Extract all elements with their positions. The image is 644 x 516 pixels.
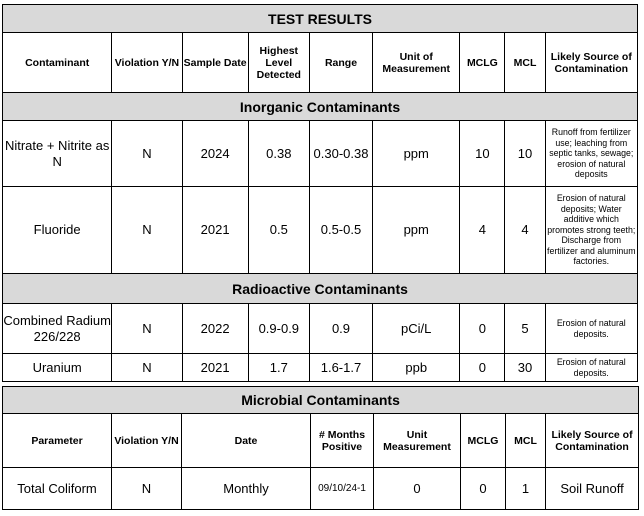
header-range: Range <box>309 33 372 93</box>
table-title: TEST RESULTS <box>3 5 638 33</box>
header-likely-source: Likely Source of Contamination <box>546 414 639 468</box>
table-row <box>3 354 638 382</box>
section-microbial: Microbial Contaminants <box>3 387 639 414</box>
unit-value: 0 <box>374 468 461 510</box>
contaminant-name: Nitrate + Nitrite as N <box>3 121 112 187</box>
violation-value: N <box>112 187 182 274</box>
contaminant-name: Combined Radium 226/228 <box>3 304 112 354</box>
violation-value: N <box>112 121 182 187</box>
header-months-positive: # Months Positive <box>311 414 374 468</box>
highest-level-value: 1.7 <box>248 354 309 382</box>
section-radioactive: Radioactive Contaminants <box>3 274 638 304</box>
mclg-value: 0 <box>460 304 505 354</box>
header-mclg: MCLG <box>460 33 505 93</box>
microbial-table <box>2 386 639 510</box>
unit-value: ppm <box>373 187 460 274</box>
header-unit: Unit Measurement <box>374 414 461 468</box>
sample-date-value: 2021 <box>182 187 248 274</box>
mclg-value: 10 <box>460 121 505 187</box>
header-parameter: Parameter <box>3 414 112 468</box>
unit-value: ppm <box>373 121 460 187</box>
header-unit: Unit of Measurement <box>373 33 460 93</box>
header-likely-source: Likely Source of Contamination <box>545 33 637 93</box>
unit-value: pCi/L <box>373 304 460 354</box>
sample-date-value: 2021 <box>182 354 248 382</box>
violation-value: N <box>112 468 182 510</box>
table-row <box>3 121 638 187</box>
header-date: Date <box>182 414 311 468</box>
likely-source-value: Soil Runoff <box>546 468 639 510</box>
likely-source-value: Erosion of natural deposits; Water additive which promotes strong teeth; Discharge from fertilizer and aluminum factories. <box>545 187 637 274</box>
range-value: 0.9 <box>309 304 372 354</box>
highest-level-value: 0.38 <box>248 121 309 187</box>
months-positive-value: 09/10/24-1 <box>311 468 374 510</box>
range-value: 0.5-0.5 <box>309 187 372 274</box>
header-violation: Violation Y/N <box>112 414 182 468</box>
range-value: 0.30-0.38 <box>309 121 372 187</box>
test-results-table <box>2 4 638 382</box>
header-mcl: MCL <box>505 33 545 93</box>
section-inorganic: Inorganic Contaminants <box>3 93 638 121</box>
header-mclg: MCLG <box>461 414 506 468</box>
header-mcl: MCL <box>506 414 546 468</box>
header-violation: Violation Y/N <box>112 33 182 93</box>
header-contaminant: Contaminant <box>3 33 112 93</box>
contaminant-name: Uranium <box>3 354 112 382</box>
highest-level-value: 0.9-0.9 <box>248 304 309 354</box>
table-row <box>3 304 638 354</box>
likely-source-value: Runoff from fertilizer use; leaching from septic tanks, sewage; erosion of natural deposits <box>545 121 637 187</box>
contaminant-name: Fluoride <box>3 187 112 274</box>
likely-source-value: Erosion of natural deposits. <box>545 354 637 382</box>
parameter-name: Total Coliform <box>3 468 112 510</box>
mcl-value: 4 <box>505 187 545 274</box>
sample-date-value: 2022 <box>182 304 248 354</box>
mclg-value: 0 <box>460 354 505 382</box>
range-value: 1.6-1.7 <box>309 354 372 382</box>
mclg-value: 4 <box>460 187 505 274</box>
table-row <box>3 187 638 274</box>
mcl-value: 10 <box>505 121 545 187</box>
header-highest-level: Highest Level Detected <box>248 33 309 93</box>
likely-source-value: Erosion of natural deposits. <box>545 304 637 354</box>
mcl-value: 5 <box>505 304 545 354</box>
header-sample-date: Sample Date <box>182 33 248 93</box>
violation-value: N <box>112 304 182 354</box>
unit-value: ppb <box>373 354 460 382</box>
table-row <box>3 468 639 510</box>
mclg-value: 0 <box>461 468 506 510</box>
highest-level-value: 0.5 <box>248 187 309 274</box>
mcl-value: 1 <box>506 468 546 510</box>
violation-value: N <box>112 354 182 382</box>
mcl-value: 30 <box>505 354 545 382</box>
sample-date-value: 2024 <box>182 121 248 187</box>
date-value: Monthly <box>182 468 311 510</box>
